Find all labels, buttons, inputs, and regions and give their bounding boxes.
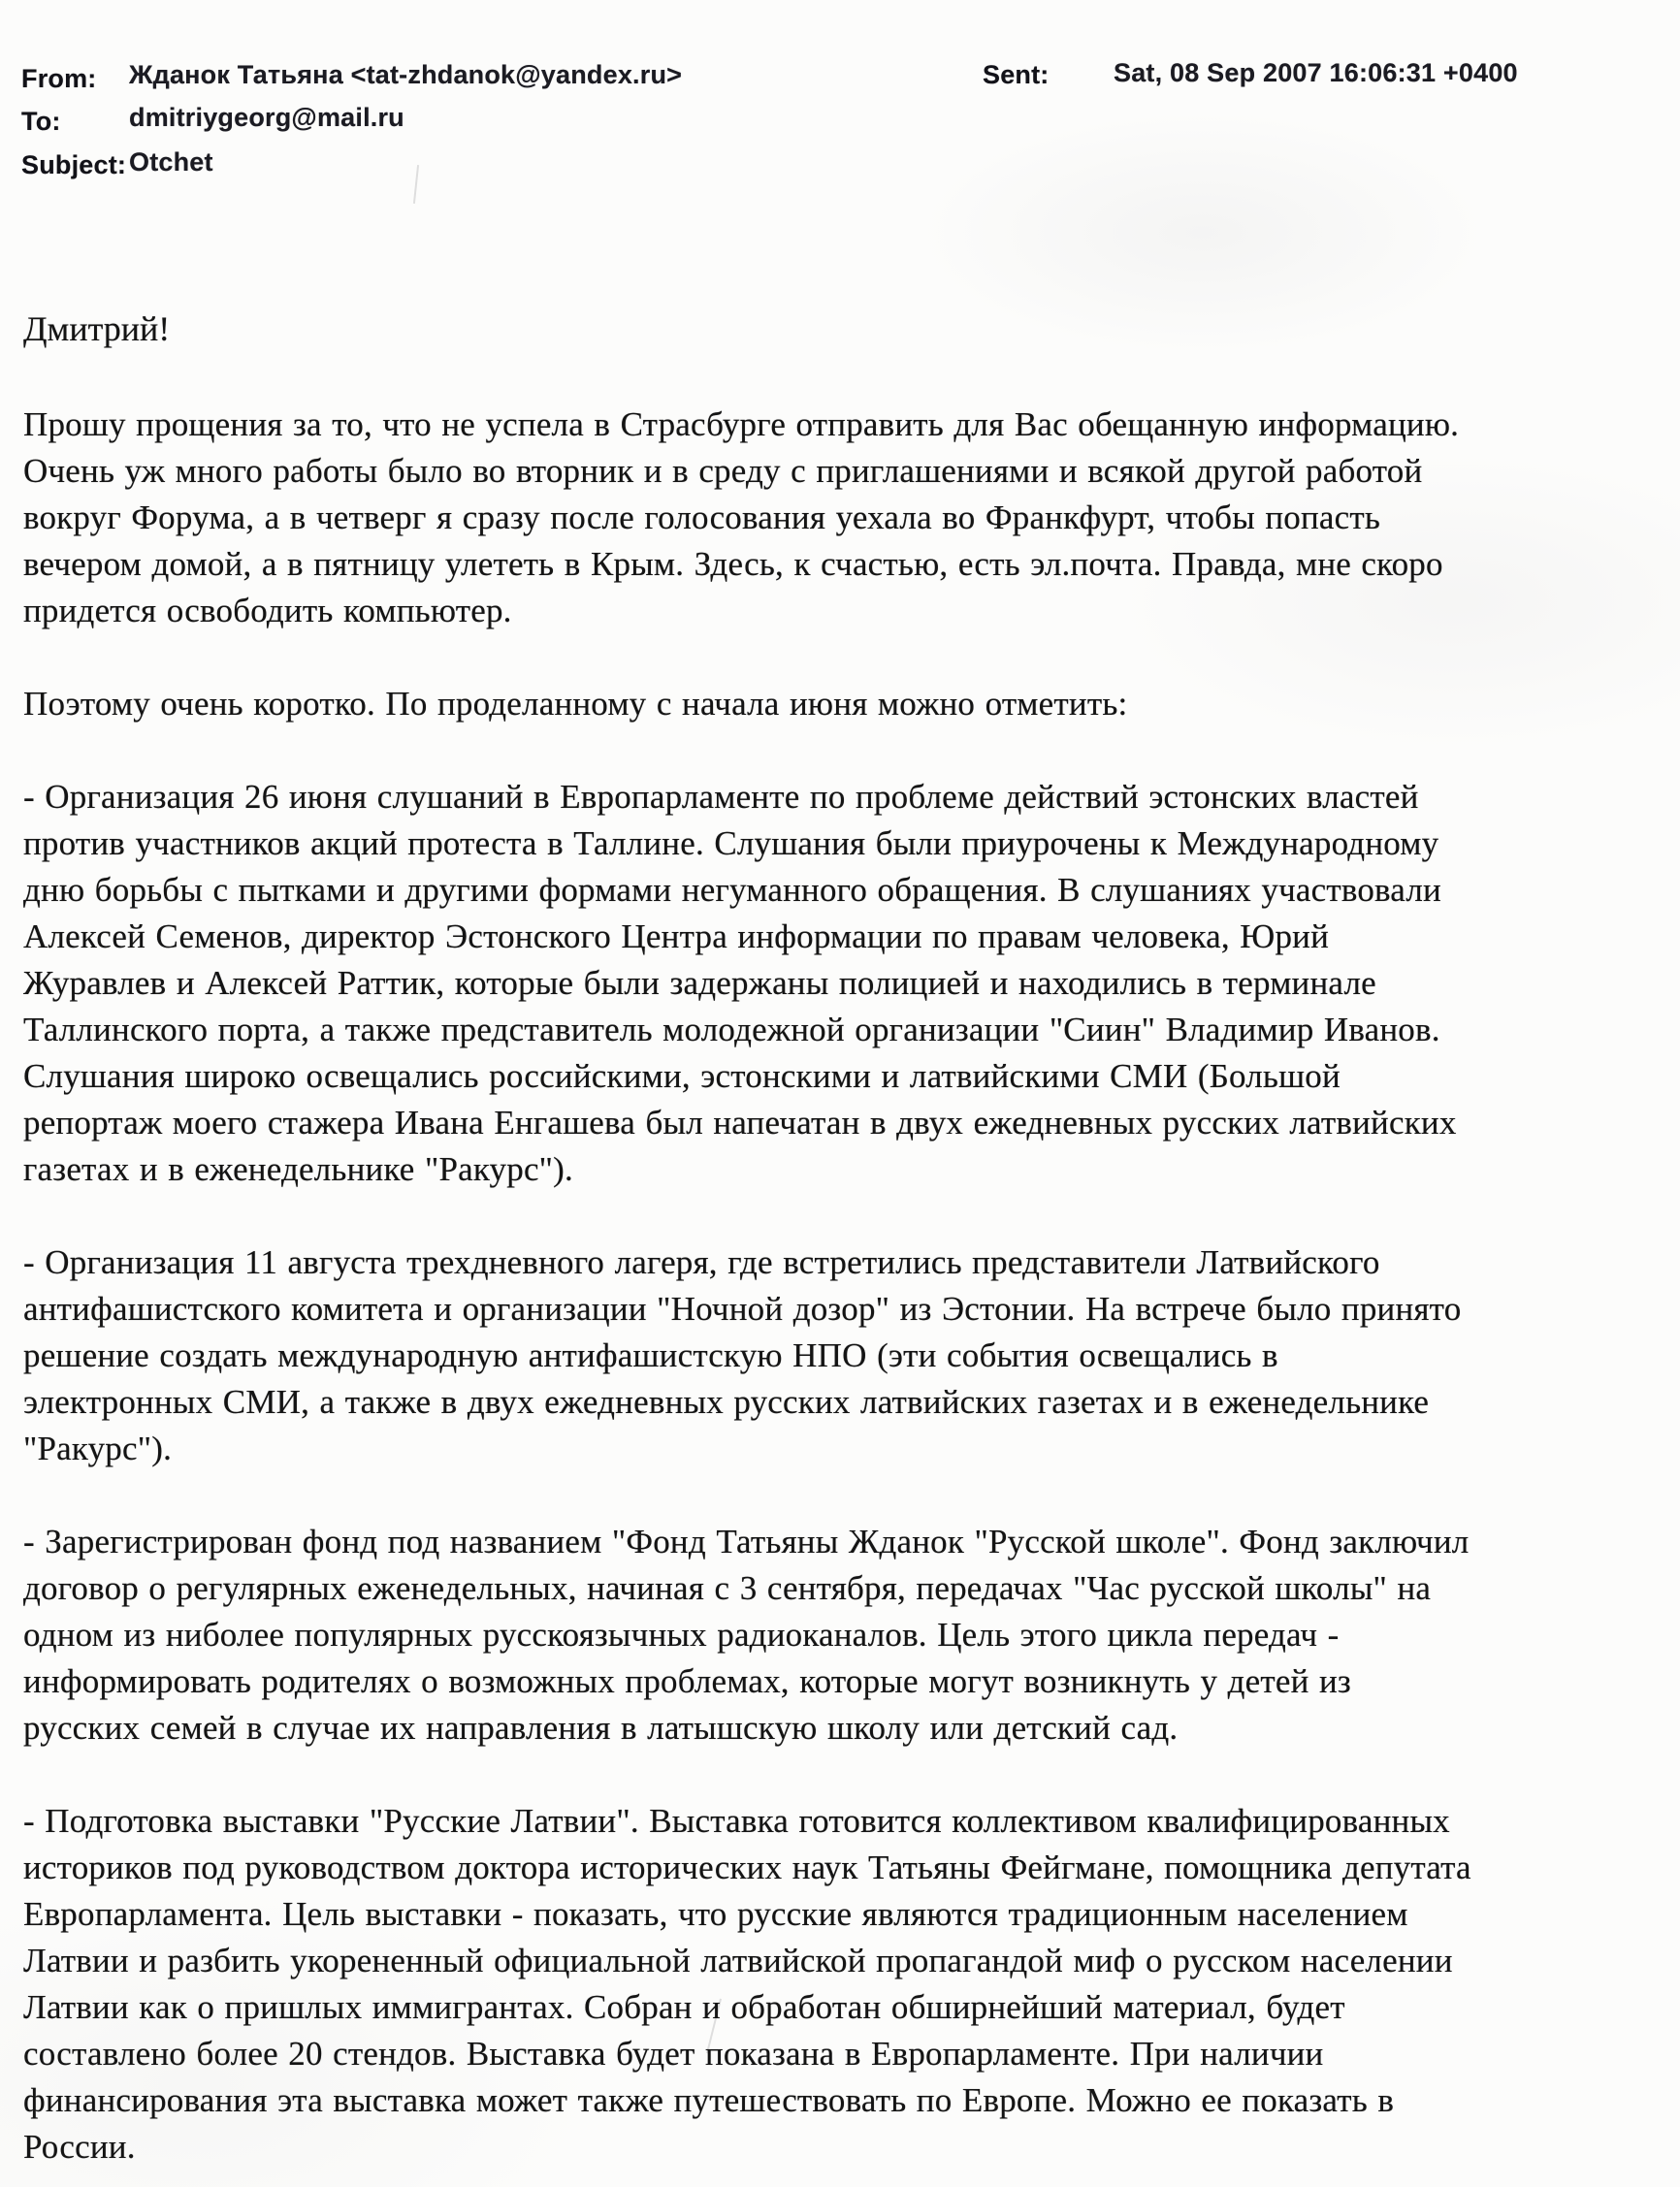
paragraph — [23, 402, 1680, 634]
text-line: Алексей Семенов, директор Эстонского Центра информации по правам человека, Юрий — [23, 917, 1330, 955]
text-line: "Ракурс"). — [23, 1430, 173, 1467]
paragraph — [23, 681, 1680, 727]
paragraph — [23, 1798, 1680, 2171]
text-line: Слушания широко освещались российскими, эстонскими и латвийскими СМИ (Большой — [23, 1057, 1341, 1095]
text-line: антифашистского комитета и организации "Ночной дозор" из Эстонии. На встрече было принято — [23, 1290, 1462, 1328]
text-line: газетах и в еженедельнике "Ракурс"). — [23, 1150, 573, 1188]
sent-value: Sat, 08 Sep 2007 16:06:31 +0400 — [1114, 58, 1518, 87]
text-line: договор о регулярных еженедельных, начиная с 3 сентября, передачах "Час русской школы" на — [23, 1569, 1432, 1607]
sent-label: Sent: — [983, 60, 1050, 89]
paragraph — [23, 774, 1680, 1193]
to-label: To: — [21, 107, 61, 136]
paragraph — [23, 1239, 1680, 1472]
from-label: From: — [21, 64, 97, 93]
text-line: составлено более 20 стендов. Выставка будет показана в Европарламенте. При наличии — [23, 2035, 1324, 2073]
text-line: Латвии как о пришлых иммигрантах. Собран и обработан обширнейший материал, будет — [23, 1988, 1345, 2026]
paragraphs-container — [23, 402, 1680, 2171]
text-line: Поэтому очень коротко. По проделанному с начала июня можно отметить: — [23, 685, 1128, 723]
text-line: - Зарегистрирован фонд под названием "Фонд Татьяны Жданок "Русской школе". Фонд заключил — [23, 1523, 1470, 1560]
text-line: одном из ниболее популярных русскоязычных радиоканалов. Цель этого цикла передач - — [23, 1616, 1340, 1654]
from-value: Жданок Татьяна <tat-zhdanok@yandex.ru> — [129, 60, 683, 89]
to-value: dmitriygeorg@mail.ru — [129, 103, 404, 132]
text-line: против участников акций протеста в Таллине. Слушания были приурочены к Международному — [23, 824, 1439, 862]
text-line: придется освободить компьютер. — [23, 592, 512, 629]
text-line: Очень уж много работы было во вторник и в среду с приглашениями и всякой другой работой — [23, 452, 1423, 490]
text-line: России. — [23, 2128, 136, 2166]
scan-artifact — [413, 165, 419, 204]
text-line: дню борьбы с пытками и другими формами негуманного обращения. В слушаниях участвовали — [23, 871, 1441, 909]
subject-label: Subject: — [21, 150, 127, 179]
text-line: репортаж моего стажера Ивана Енгашева был напечатан в двух ежедневных русских латвийских — [23, 1104, 1457, 1142]
text-line: Европарламента. Цель выставки - показать, что русские являются традиционным населением — [23, 1895, 1408, 1933]
text-line: Таллинского порта, а также представитель молодежной организации "Сиин" Владимир Иванов. — [23, 1011, 1440, 1048]
text-line: - Организация 11 августа трехдневного лагеря, где встретились представители Латвийского — [23, 1243, 1380, 1281]
text-line: историков под руководством доктора исторических наук Татьяны Фейгмане, помощника депутата — [23, 1849, 1471, 1886]
text-line: русских семей в случае их направления в латышскую школу или детский сад. — [23, 1709, 1179, 1747]
text-line: электронных СМИ, а также в двух ежедневных русских латвийских газетах и в еженедельнике — [23, 1383, 1430, 1421]
text-line: Журавлев и Алексей Раттик, которые были задержаны полицией и находились в терминале — [23, 964, 1376, 1002]
text-line: вечером домой, а в пятницу улететь в Крым. Здесь, к счастью, есть эл.почта. Правда, мне скоро — [23, 545, 1443, 583]
subject-value: Otchet — [129, 147, 213, 177]
text-line: решение создать международную антифашистскую НПО (эти события освещались в — [23, 1336, 1278, 1374]
text-line: финансирования эта выставка может также путешествовать по Европе. Можно ее показать в — [23, 2081, 1395, 2119]
email-body — [23, 308, 1680, 2187]
text-line: Прошу прощения за то, что не успела в Страсбурге отправить для Вас обещанную информацию. — [23, 405, 1460, 443]
text-line: вокруг Форума, а в четверг я сразу после голосования уехала во Франкфурт, чтобы попасть — [23, 499, 1381, 536]
text-line: - Организация 26 июня слушаний в Европарламенте по проблеме действий эстонских властей — [23, 778, 1419, 816]
text-line: Латвии и разбить укорененный официальной латвийской пропагандой миф о русском населении — [23, 1942, 1453, 1979]
text-line: - Подготовка выставки "Русские Латвии". Выставка готовится коллективом квалифицированных — [23, 1802, 1450, 1840]
greeting: Дмитрий! — [23, 309, 171, 348]
paragraph — [23, 1519, 1680, 1752]
text-line: информировать родителях о возможных проблемах, которые могут возникнуть у детей из — [23, 1662, 1351, 1700]
